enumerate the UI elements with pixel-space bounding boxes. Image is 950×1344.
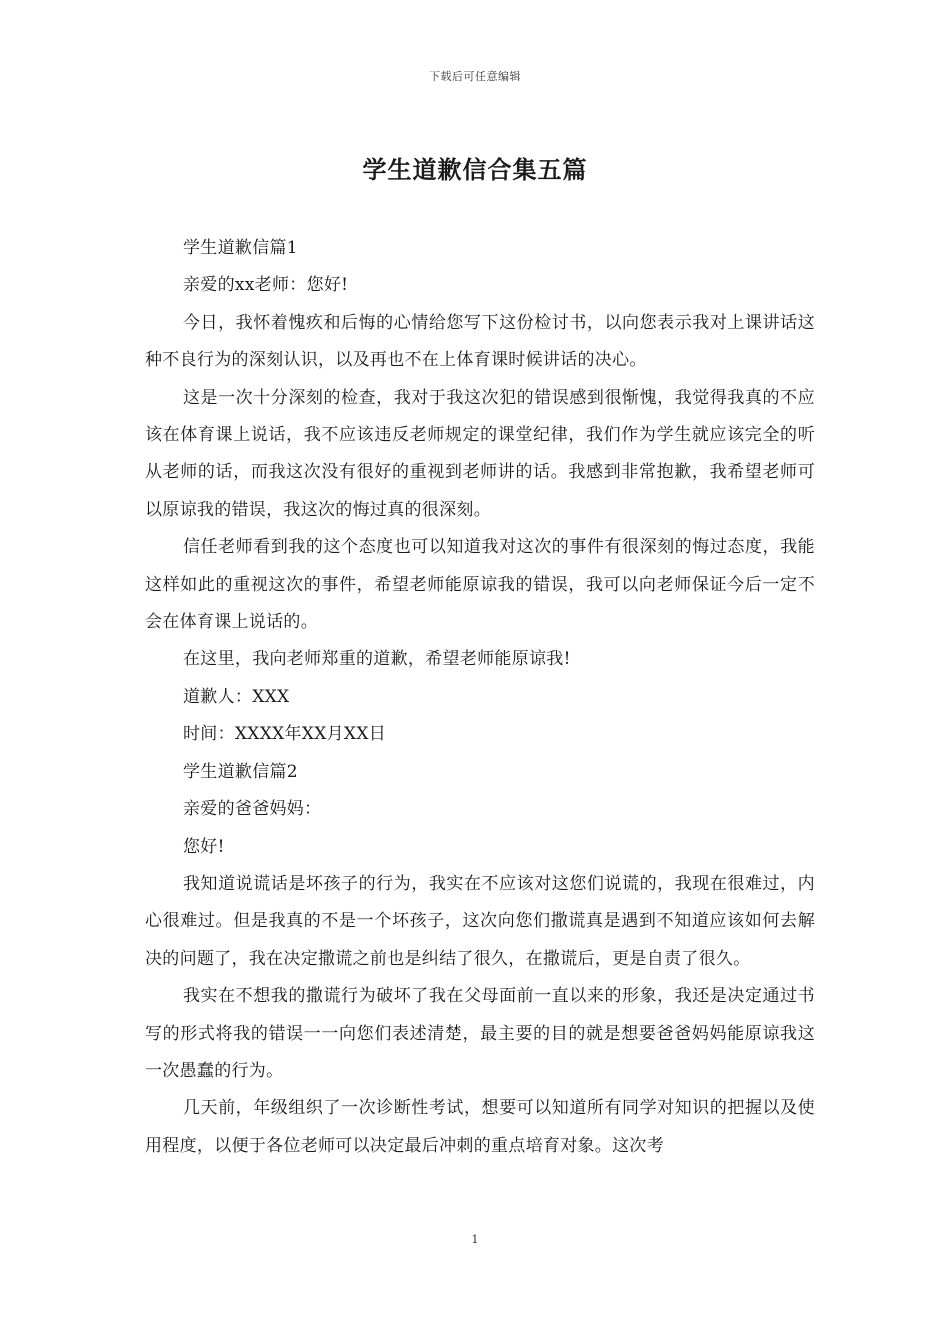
salutation: 亲爱的爸爸妈妈： [183, 799, 322, 820]
body-paragraph: 今日，我怀着愧疚和后悔的心情给您写下这份检讨书，以向您表示我对上课讲话这种不良行为的深刻认识，以及再也不在上体育课时候讲话的决心。 [145, 312, 815, 371]
body-paragraph: 这是一次十分深刻的检查，我对于我这次犯的错误感到很惭愧，我觉得我真的不应该在体育课上说话，我不应该违反老师规定的课堂纪律，我们作为学生就应该完全的听从老师的话，而我这次没有很好的重视到老师讲的话。我感到非常抱歉，我希望老师可以原谅我的错误，我这次的悔过真的很深刻。 [145, 387, 815, 520]
page-number: 1 [471, 1233, 479, 1246]
section-heading-2: 学生道歉信篇2 [183, 761, 298, 782]
signature-line: 道歉人：XXX [183, 686, 290, 707]
section-heading-1: 学生道歉信篇1 [183, 238, 298, 258]
date-line: 时间：XXXX年XX月XX日 [183, 724, 387, 745]
document-title: 学生道歉信合集五篇 [362, 155, 588, 184]
body-paragraph: 信任老师看到我的这个态度也可以知道我对这次的事件有很深刻的悔过态度，我能这样如此的重视这次的事件，希望老师能原谅我的错误，我可以向老师保证今后一定不会在体育课上说话的。 [145, 537, 815, 633]
salutation: 亲爱的xx老师：您好! [183, 275, 349, 296]
body-paragraph: 我知道说谎话是坏孩子的行为，我实在不应该对这您们说谎的，我现在很难过，内心很难过。但是我真的不是一个坏孩子，这次向您们撒谎真是遇到不知道应该如何去解决的问题了，我在决定撒谎之前也是纠结了很久，在撒谎后，更是自责了很久。 [145, 873, 815, 969]
body-paragraph: 在这里，我向老师郑重的道歉，希望老师能原谅我! [183, 649, 571, 670]
body-paragraph: 几天前，年级组织了一次诊断性考试，想要可以知道所有同学对知识的把握以及使用程度，以便于各位老师可以决定最后冲刺的重点培育对象。这次考 [145, 1098, 815, 1156]
body-paragraph: 我实在不想我的撒谎行为破坏了我在父母面前一直以来的形象，我还是决定通过书写的形式将我的错误一一向您们表述清楚，最主要的目的就是想要爸爸妈妈能原谅我这一次愚蠢的行为。 [145, 986, 815, 1081]
document-body [145, 230, 815, 1165]
header-note: 下载后可任意编辑 [429, 70, 521, 83]
greeting: 您好! [183, 836, 225, 857]
